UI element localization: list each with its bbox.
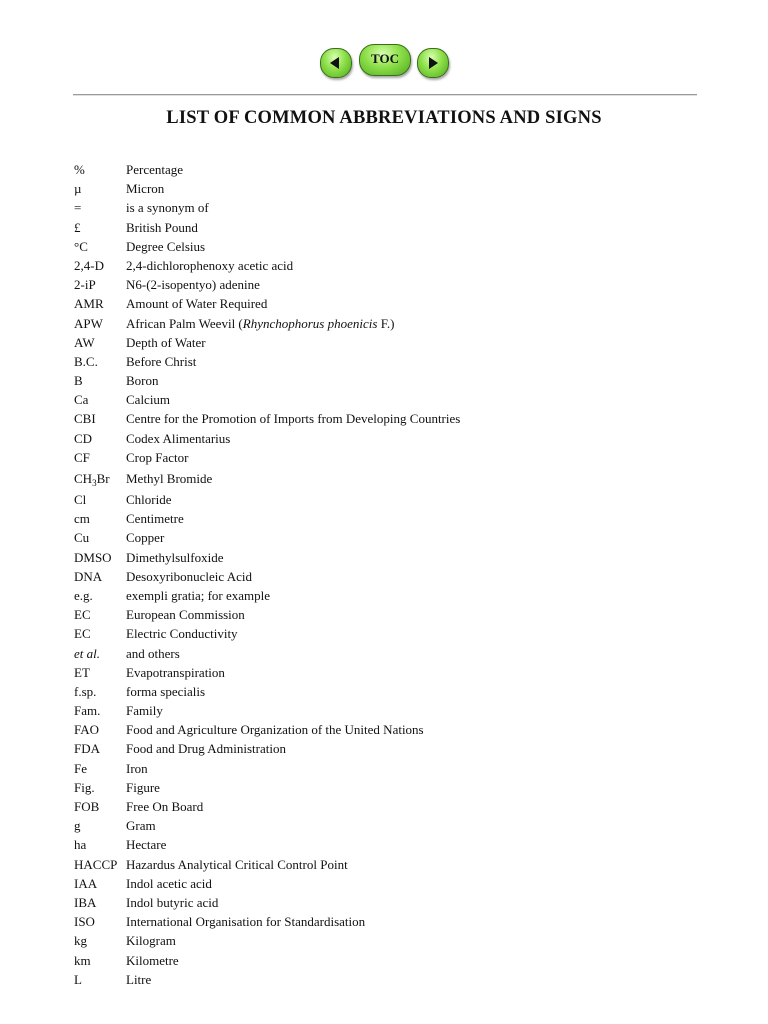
abbreviation: EC [74,607,91,623]
list-item [74,644,714,663]
definition: is a synonym of [126,200,209,216]
list-item [74,739,714,758]
list-item [74,509,714,528]
list-item [74,467,714,490]
definition: Dimethylsulfoxide [126,549,224,565]
abbreviation: cm [74,511,90,527]
definition [126,314,394,333]
list-item [74,778,714,797]
abbreviation: FAO [74,722,100,738]
definition: Hectare [126,837,167,853]
list-item [74,409,714,428]
list-item [74,970,714,989]
abbreviation: ISO [74,914,95,930]
next-page-button[interactable] [417,48,449,78]
list-item [74,294,714,313]
list-item [74,720,714,739]
abbreviation: AMR [74,296,104,312]
list-item [74,931,714,950]
list-item [74,371,714,390]
list-item [74,237,714,256]
species-name: Rhynchophorus phoenicis [242,315,378,331]
abbreviation: f.sp. [74,683,97,699]
list-item [74,314,714,333]
definition: forma specialis [126,683,206,699]
abbreviation: Cu [74,530,90,546]
abbreviation: EC [74,626,91,642]
arrow-left-icon [330,57,339,69]
list-item [74,548,714,567]
list-item [74,490,714,509]
list-item [74,816,714,835]
list-item [74,179,714,198]
abbreviation: Fe [74,760,87,776]
definition: Copper [126,530,165,546]
definition: Crop Factor [126,449,189,465]
abbreviation: Fam. [74,703,101,719]
list-item [74,682,714,701]
list-item [74,912,714,931]
definition: Amount of Water Required [126,296,268,312]
list-item [74,429,714,448]
definition: International Organisation for Standardisation [126,914,366,930]
abbreviation: DMSO [74,549,112,565]
list-item [74,759,714,778]
abbreviation: B [74,373,83,389]
abbreviation: IBA [74,894,97,910]
list-item [74,528,714,547]
definition-text: African Palm Weevil ( [126,315,243,331]
abbreviation-list [74,160,714,989]
list-item [74,586,714,605]
previous-page-button[interactable] [320,48,352,78]
list-item [74,218,714,237]
abbreviation: Ca [74,392,89,408]
definition: Indol butyric acid [126,894,219,910]
list-item [74,624,714,643]
definition: Micron [126,181,165,197]
definition: Kilometre [126,952,179,968]
definition: Food and Agriculture Organization of the United Nations [126,722,424,738]
list-item [74,352,714,371]
abbreviation: ET [74,664,90,680]
horizontal-divider [73,94,697,96]
abbreviation: FOB [74,799,100,814]
navigation-bar [0,44,768,78]
abbreviation: km [74,952,91,968]
list-item [74,797,714,816]
list-item [74,333,714,352]
toc-label: TOC [371,51,399,66]
definition: Codex Alimentarius [126,430,231,446]
list-item [74,663,714,682]
abbreviation [74,467,110,490]
abbreviation: 2-iP [74,277,96,293]
definition: Food and Drug Administration [126,741,286,757]
abbreviation: APW [74,315,103,331]
list-item [74,160,714,179]
abbreviation: % [74,162,85,177]
abbreviation: IAA [74,875,98,891]
definition: Desoxyribonucleic Acid [126,568,252,584]
abbreviation: CBI [74,411,96,427]
list-item [74,605,714,624]
abbreviation: CD [74,430,93,446]
abbreviation: ha [74,837,87,853]
abbreviation: £ [74,219,81,235]
definition: Depth of Water [126,334,206,350]
definition: British Pound [126,219,198,235]
abbreviation: g [74,818,81,834]
abbreviation: e.g. [74,587,93,603]
definition: Figure [126,779,160,795]
list-item [74,701,714,720]
page-title: LIST OF COMMON ABBREVIATIONS AND SIGNS [166,108,602,128]
definition: Before Christ [126,353,197,369]
definition: and others [126,645,180,661]
definition: Family [126,703,163,719]
definition: Litre [126,971,152,987]
abbreviation: FDA [74,741,101,757]
table-of-contents-button[interactable] [359,44,411,76]
abbreviation: AW [74,334,95,350]
abbreviation: kg [74,933,87,949]
list-item [74,448,714,467]
abbreviation: CF [74,449,90,465]
definition: Evapotranspiration [126,664,225,680]
list-item [74,256,714,275]
definition: N6-(2-isopentyo) adenine [126,277,260,293]
list-item [74,874,714,893]
definition: Chloride [126,492,172,507]
formula-subscript: 3 [92,478,97,488]
list-item [74,275,714,294]
list-item [74,835,714,854]
definition: exempli gratia; for example [126,587,271,603]
abbreviation: DNA [74,568,103,584]
abbreviation: µ [74,181,82,197]
abbreviation: °C [74,238,88,254]
definition: Percentage [126,162,184,177]
list-item [74,893,714,912]
definition: 2,4-dichlorophenoxy acetic acid [126,257,294,273]
abbreviation: 2,4-D [74,257,104,273]
abbreviation: Fig. [74,779,95,795]
definition: Kilogram [126,933,176,949]
definition: Iron [126,760,148,776]
list-item [74,198,714,217]
definition: Electric Conductivity [126,626,238,642]
abbreviation: B.C. [74,353,98,369]
list-item [74,855,714,874]
definition: Degree Celsius [126,238,206,254]
formula-text: CH [74,471,93,486]
list-item [74,567,714,586]
abbreviation: = [74,200,82,216]
definition: European Commission [126,607,245,623]
abbreviation: Cl [74,492,87,507]
definition: Boron [126,373,159,389]
abbreviation: HACCP [74,856,118,872]
list-item [74,390,714,409]
abbreviation: L [74,971,82,987]
definition: Gram [126,818,156,834]
definition: Hazardus Analytical Critical Control Point [126,856,348,872]
formula-text: Br [96,471,110,486]
definition: Centre for the Promotion of Imports from Developing Countries [126,411,461,427]
definition: Centimetre [126,511,184,527]
definition: Indol acetic acid [126,875,212,891]
definition: Calcium [126,392,171,408]
arrow-right-icon [429,57,438,69]
abbreviation: et al. [74,645,100,661]
definition: Free On Board [126,799,204,814]
definition-text: F.) [377,315,395,331]
definition: Methyl Bromide [126,471,213,486]
list-item [74,951,714,970]
